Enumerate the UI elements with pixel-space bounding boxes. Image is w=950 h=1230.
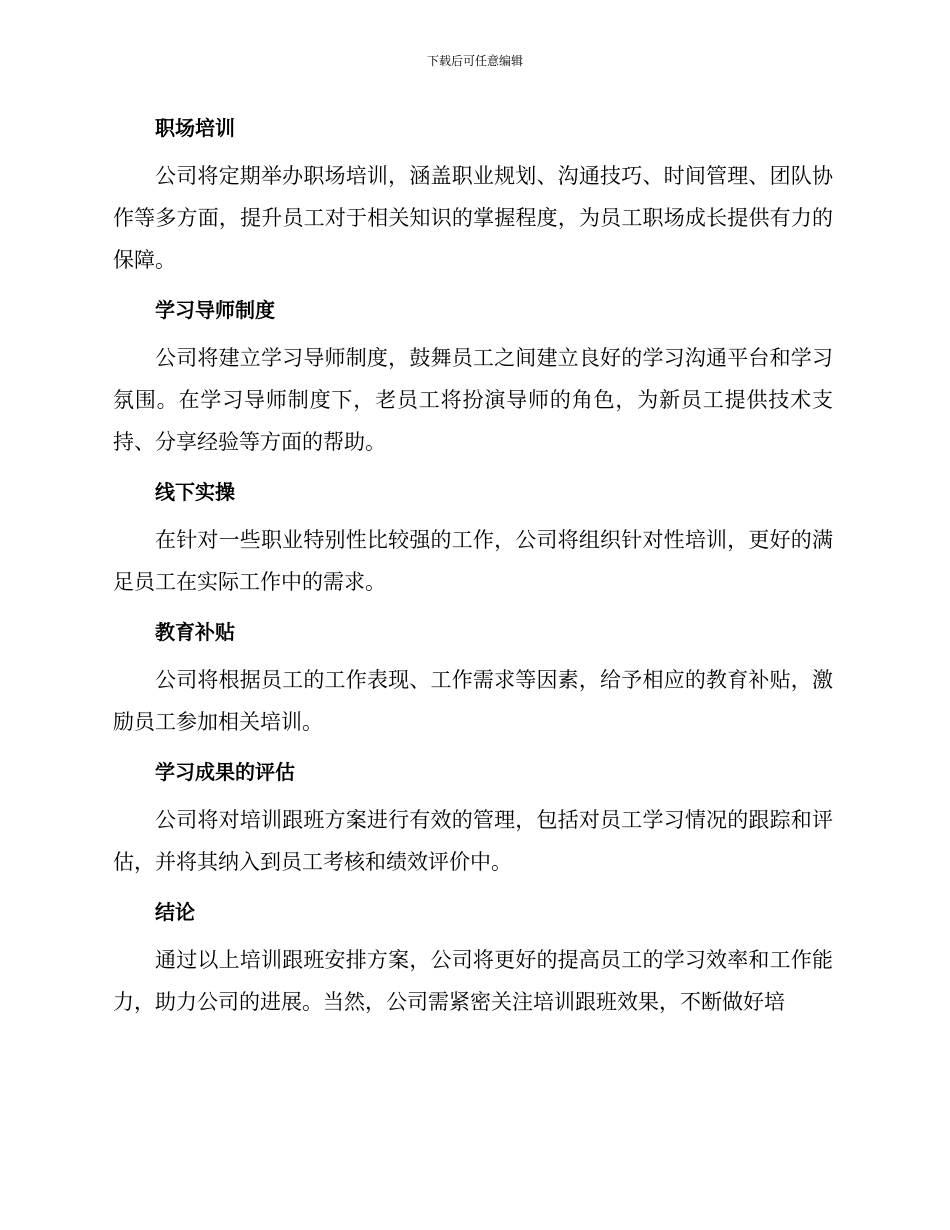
section-heading-workplace-training: 职场培训 [155, 116, 235, 140]
document-body [113, 108, 833, 1032]
section-paragraph-mentor-system: 公司将建立学习导师制度，鼓舞员工之间建立良好的学习沟通平台和学习氛围。在学习导师制度下，老员工将扮演导师的角色，为新员工提供技术支持、分享经验等方面的帮助。 [113, 346, 833, 454]
section-paragraph-workplace-training: 公司将定期举办职场培训，涵盖职业规划、沟通技巧、时间管理、团队协作等多方面，提升员工对于相关知识的掌握程度，为员工职场成长提供有力的保障。 [113, 164, 833, 272]
section-heading-conclusion: 结论 [155, 900, 195, 924]
section-heading-education-subsidy: 教育补贴 [155, 620, 235, 644]
section-paragraph-education-subsidy: 公司将根据员工的工作表现、工作需求等因素，给予相应的教育补贴，激励员工参加相关培训。 [113, 668, 833, 734]
section-heading-learning-evaluation: 学习成果的评估 [155, 760, 295, 784]
section-paragraph-conclusion: 通过以上培训跟班安排方案，公司将更好的提高员工的学习效率和工作能力，助力公司的进展。当然，公司需紧密关注培训跟班效果，不断做好培 [113, 948, 833, 1014]
section-heading-offline-practice: 线下实操 [155, 480, 235, 504]
page-header: 下载后可任意编辑 [426, 54, 523, 68]
section-heading-mentor-system: 学习导师制度 [155, 298, 275, 322]
section-paragraph-offline-practice: 在针对一些职业特别性比较强的工作，公司将组织针对性培训，更好的满足员工在实际工作中的需求。 [113, 528, 833, 594]
section-paragraph-learning-evaluation: 公司将对培训跟班方案进行有效的管理，包括对员工学习情况的跟踪和评估，并将其纳入到员工考核和绩效评价中。 [113, 808, 833, 874]
